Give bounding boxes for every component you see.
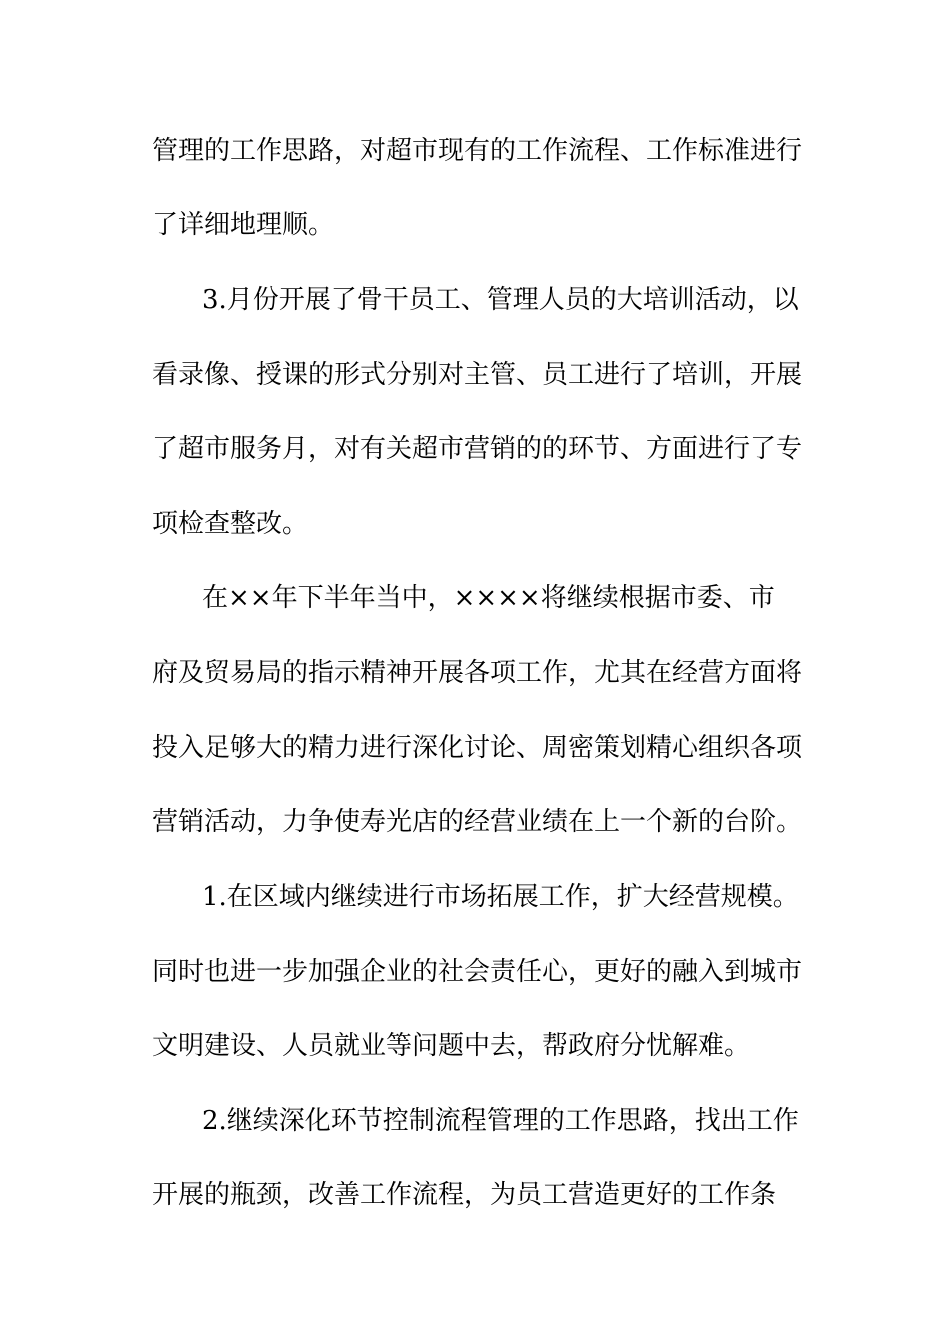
text-line: 开展的瓶颈，改善工作流程，为员工营造更好的工作条 <box>152 1180 777 1210</box>
text-line: 在××年下半年当中，××××将继续根据市委、市 <box>202 583 775 613</box>
text-line: 文明建设、人员就业等问题中去，帮政府分忧解难。 <box>152 1031 751 1061</box>
text-line: 同时也进一步加强企业的社会责任心，更好的融入到城市 <box>152 957 803 987</box>
text-line: 管理的工作思路，对超市现有的工作流程、工作标准进行 <box>152 136 803 166</box>
text-line: 看录像、授课的形式分别对主管、员工进行了培训，开展 <box>152 360 803 390</box>
text-line: 了超市服务月，对有关超市营销的的环节、方面进行了专 <box>152 434 803 464</box>
text-line: 3.月份开展了骨干员工、管理人员的大培训活动，以 <box>202 285 799 315</box>
text-line: 2.继续深化环节控制流程管理的工作思路，找出工作 <box>202 1106 799 1136</box>
text-line: 府及贸易局的指示精神开展各项工作，尤其在经营方面将 <box>152 658 803 688</box>
text-line: 了详细地理顺。 <box>152 210 335 240</box>
text-line: 项检查整改。 <box>152 509 309 539</box>
text-line: 1.在区域内继续进行市场拓展工作，扩大经营规模。 <box>202 882 799 912</box>
text-line: 营销活动，力争使寿光店的经营业绩在上一个新的台阶。 <box>152 807 803 837</box>
text-line: 投入足够大的精力进行深化讨论、周密策划精心组织各项 <box>152 733 803 763</box>
